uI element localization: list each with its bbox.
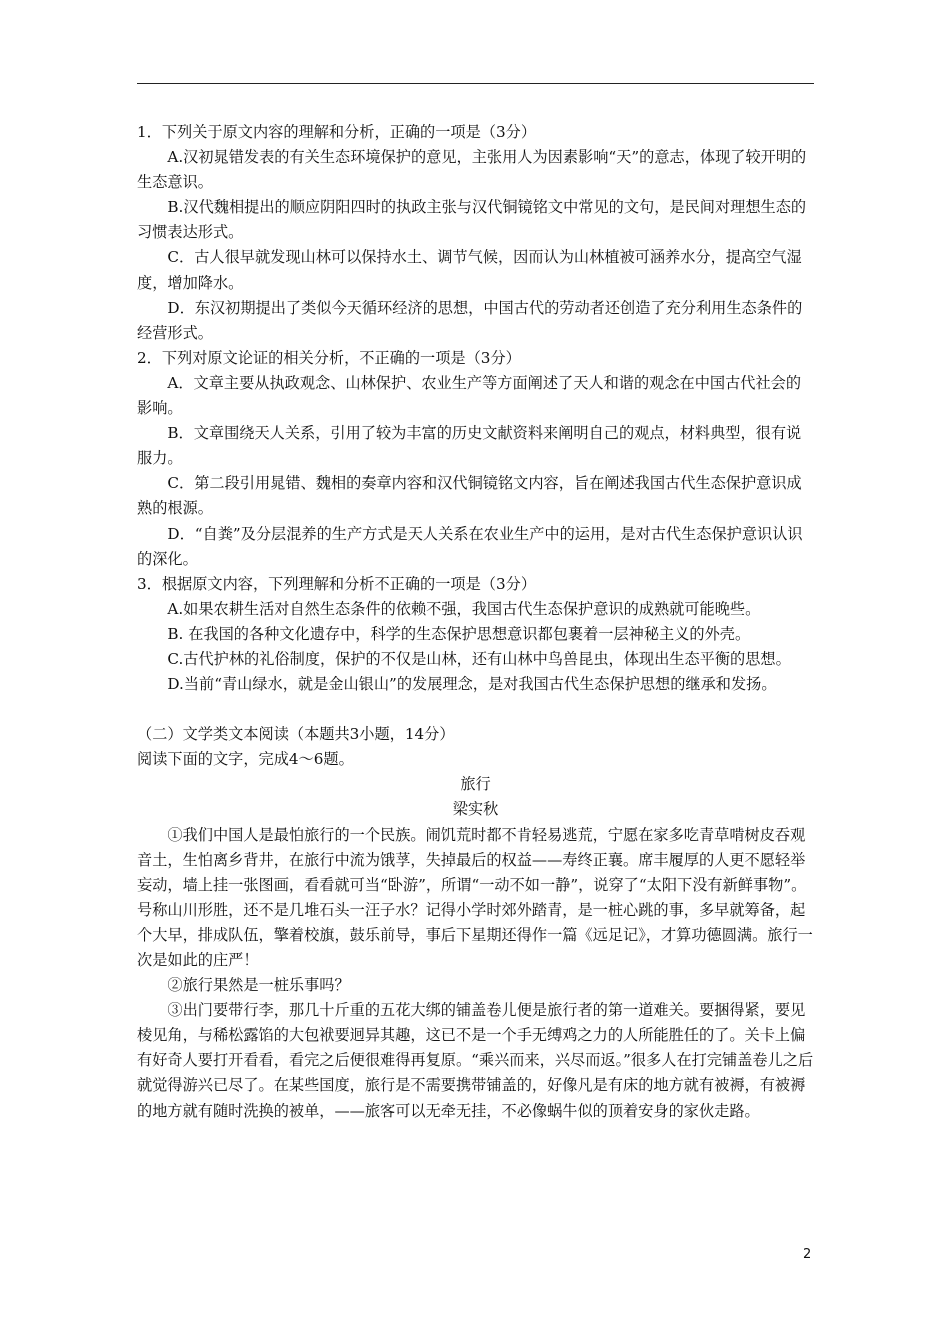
article-paragraph-2: ②旅行果然是一桩乐事吗？: [167, 976, 350, 995]
header-rule: [137, 83, 814, 84]
section-gap: [137, 697, 814, 722]
question-1-option-c: C．古人很早就发现山林可以保持水土、调节气候，因而认为山林植被可涵养水分，提高空气湿度，增加降水。: [137, 248, 802, 292]
article-paragraph-3: ③出门要带行李，那几十斤重的五花大绑的铺盖卷儿便是旅行者的第一道难关。要捆得紧，要见棱见角，与稀松露馅的大包袱要迥异其趣，这已不是一个手无缚鸡之力的人所能胜任的了。关卡上偏有好奇人要打开看看，看完之后便很难得再复原。“乘兴而来，兴尽而返。”很多人在打完铺盖卷儿之后就觉得游兴已尽了。在某些国度，旅行是不需要携带铺盖的，好像凡是有床的地方就有被褥，有被褥的地方就有随时洗换的被单，——旅客可以无牵无挂，不必像蜗牛似的顶着安身的家伙走路。: [137, 1001, 814, 1120]
question-3-stem: 3．根据原文内容，下列理解和分析不正确的一项是（3分）: [137, 574, 537, 593]
question-1-stem: 1．下列关于原文内容的理解和分析，正确的一项是（3分）: [137, 123, 537, 141]
section-instruction: 阅读下面的文字，完成4～6题。: [137, 750, 354, 769]
question-3-option-b: B. 在我国的各种文化遗存中，科学的生态保护思想意识都包裹着一层神秘主义的外壳。: [167, 624, 751, 643]
page-content: [137, 120, 814, 1124]
question-1-option-b: B.汉代魏相提出的顺应阴阳四时的执政主张与汉代铜镜铭文中常见的文句，是民间对理想生态的习惯表达形式。: [137, 198, 807, 242]
question-2-option-b: B．文章围绕天人关系，引用了较为丰富的历史文献资料来阐明自己的观点，材料典型，很有说服力。: [137, 424, 802, 468]
question-2-option-d: D．“自粪”及分层混养的生产方式是天人关系在农业生产中的运用，是对古代生态保护意识认识的深化。: [137, 524, 803, 568]
article-paragraph-1: ①我们中国人是最怕旅行的一个民族。闹饥荒时都不肯轻易逃荒，宁愿在家多吃青草啃树皮吞观音土，生怕离乡背井，在旅行中流为饿莩，失掉最后的权益——寿终正襄。席丰履厚的人更不愿轻举妄动，墙上挂一张图画，看看就可当“卧游”，所谓“一动不如一静”，说穿了“太阳下没有新鲜事物”。号称山川形胜，还不是几堆石头一汪子水？记得小学时郊外踏青，是一桩心跳的事，多早就筹备，起个大早，排成队伍，擎着校旗，鼓乐前导，事后下星期还得作一篇《远足记》，才算功德圆满。旅行一次是如此的庄严！: [137, 825, 813, 969]
question-2-option-c: C．第二段引用晁错、魏相的奏章内容和汉代铜镜铭文内容，旨在阐述我国古代生态保护意识成熟的根源。: [137, 474, 802, 518]
question-1-option-d: D．东汉初期提出了类似今天循环经济的思想，中国古代的劳动者还创造了充分利用生态条件的经营形式。: [137, 298, 803, 342]
section-heading: （二）文学类文本阅读（本题共3小题，14分）: [137, 725, 455, 744]
question-3-option-a: A.如果农耕生活对自然生态条件的依赖不强，我国古代生态保护意识的成熟就可能晚些。: [167, 599, 761, 618]
question-2-option-a: A．文章主要从执政观念、山林保护、农业生产等方面阐述了天人和谐的观念在中国古代社会的影响。: [137, 373, 802, 418]
question-2-stem: 2．下列对原文论证的相关分析，不正确的一项是（3分）: [137, 348, 521, 367]
question-3-option-c: C.古代护林的礼俗制度，保护的不仅是山林，还有山林中鸟兽昆虫，体现出生态平衡的思想。: [167, 649, 791, 668]
page-number: 2: [803, 1247, 812, 1262]
question-3-option-d: D.当前“青山绿水，就是金山银山”的发展理念，是对我国古代生态保护思想的继承和发扬。: [167, 675, 777, 694]
article-author: 梁实秋: [452, 800, 499, 819]
question-1-option-a: A.汉初晁错发表的有关生态环境保护的意见，主张用人为因素影响“天”的意志，体现了较开明的生态意识。: [137, 148, 807, 192]
article-title: 旅行: [460, 775, 491, 794]
